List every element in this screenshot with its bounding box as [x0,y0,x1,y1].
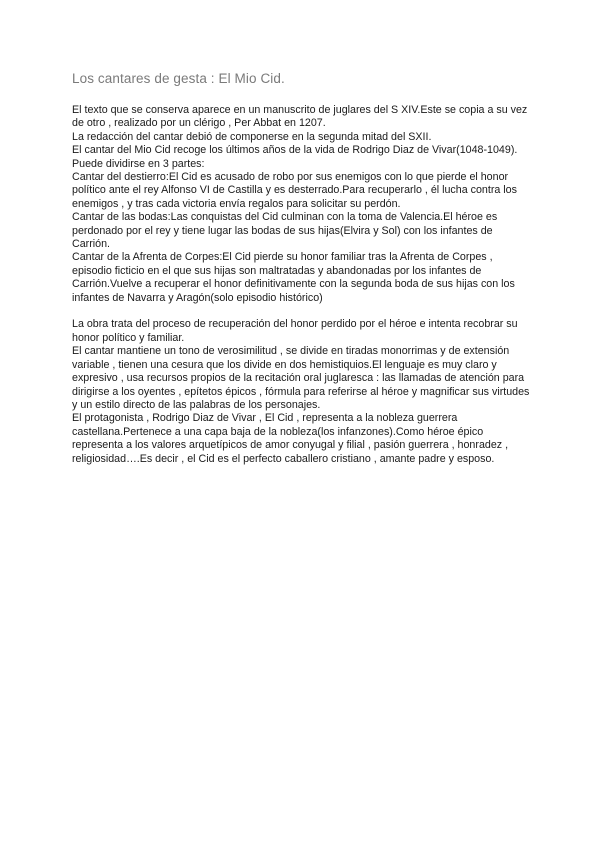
paragraph-parts-intro: Puede dividirse en 3 partes: [72,157,205,170]
document-title: Los cantares de gesta : El Mio Cid. [72,71,285,86]
paragraph-cantar-destierro: Cantar del destierro:El Cid es acusado de robo por sus enemigos con lo que pierde el honor político ante el rey Alfonso VI de Castilla y es desterrado.Para recuperarlo , él lucha contra los enemigos , y tras cada victoria envía regalos para solicitar su perdón. [72,171,517,210]
paragraph-cantar-afrenta: Cantar de la Afrenta de Corpes:El Cid pierde su honor familiar tras la Afrenta de Corpes , episodio ficticio en el que sus hijas son maltratadas y abandonadas por los infantes de Carrión.Vuelve a recuperar el honor definitivamente con la segunda boda de sus hijas con los infantes de Navarra y Aragón(solo episodio histórico) [72,251,515,304]
paragraph-spacer [72,305,532,318]
paragraph-life-of-rodrigo: El cantar del Mio Cid recoge los últimos años de la vida de Rodrigo Diaz de Vivar(1048-1049). [72,144,518,157]
paragraph-manuscript: El texto que se conserva aparece en un manuscrito de juglares del S XIV.Este se copia a su vez de otro , realizado por un clérigo , Per Abbat en 1207. [72,104,528,130]
paragraph-protagonist: El protagonista , Rodrigo Diaz de Vivar , El Cid , representa a la nobleza guerrera castellana.Pertenece a una capa baja de la nobleza(los infanzones).Como héroe épico representa a los valores arquetípicos de amor conyugal y filial , pasión guerrera , honradez , religiosidad….Es decir , el Cid es el perfecto caballero cristiano , amante padre y esposo. [72,412,509,465]
document-body [72,104,532,466]
paragraph-style: El cantar mantiene un tono de verosimilitud , se divide en tiradas monorrimas y de extensión variable , tienen una cesura que los divide en dos hemistiquios.El lenguaje es muy claro y expresivo , usa recursos propios de la recitación oral juglaresca : las llamadas de atención para dirigirse a los oyentes , epítetos épicos , fórmula para referirse al héroe y magnificar sus virtudes y un estilo directo de las palabras de los personajes. [72,345,530,411]
paragraph-cantar-bodas: Cantar de las bodas:Las conquistas del Cid culminan con la toma de Valencia.El héroe es perdonado por el rey y tiene lugar las bodas de sus hijas(Elvira y Sol) con los infantes de Carrión. [72,211,498,251]
paragraph-redaction: La redacción del cantar debió de componerse en la segunda mitad del SXII. [72,130,432,143]
paragraph-theme: La obra trata del proceso de recuperación del honor perdido por el héroe e intenta recobrar su honor político y familiar. [72,318,518,344]
